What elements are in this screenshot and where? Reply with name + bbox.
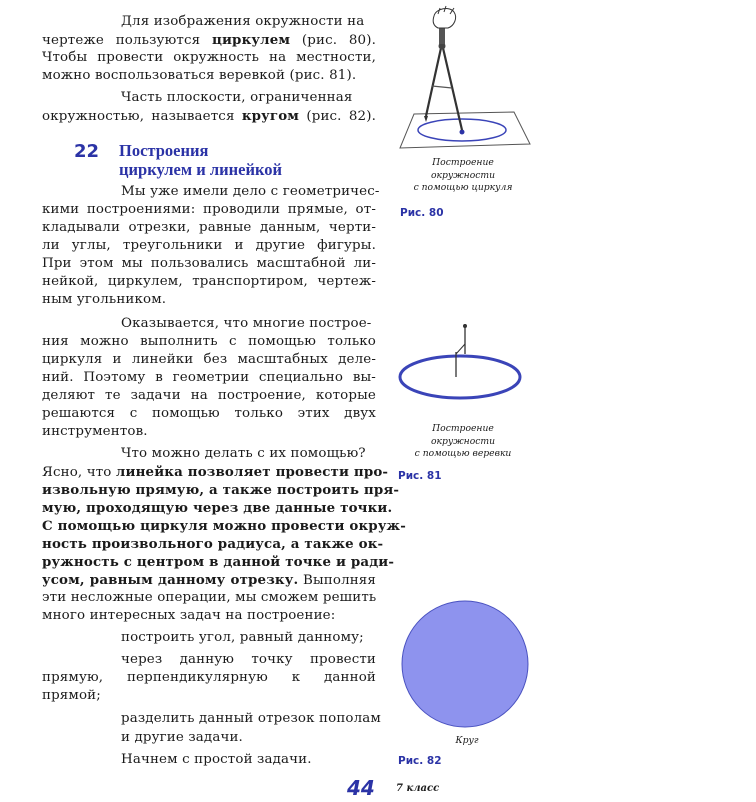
figure-81-caption-line-3: с помощью веревки [414, 448, 512, 459]
p3-line-1: Что можно делать с их помощью? [121, 446, 366, 461]
figure-81-caption [388, 423, 538, 461]
intro-line-3: Чтобы провести окружность на местности, [42, 50, 376, 65]
rope-circle [400, 356, 520, 398]
intro-line-2 [42, 31, 376, 50]
figure-81-caption-line-1: Построение [432, 423, 494, 434]
term-disk: кругом [241, 108, 300, 124]
figure-81-caption-line-2: окружности [430, 435, 496, 447]
p3-text: Ясно, что [42, 465, 116, 480]
figure-80-caption-line-1: Построение [432, 157, 494, 168]
p2-line-3: циркуля и линейки без масштабных деле- [42, 352, 376, 367]
grade-label: 7 класс [396, 783, 440, 794]
p3-bold-text: извольную прямую, а также построить пря- [42, 482, 400, 498]
figure-80-caption-line-3: с помощью циркуля [413, 182, 513, 193]
p1-line-4: ли углы, треугольники и другие фигуры. [42, 238, 376, 253]
p3-text: Выполняя [298, 573, 376, 588]
p1-line-1: Мы уже имели дело с геометричес- [121, 184, 380, 199]
list-item-1: построить угол, равный данному; [121, 630, 364, 645]
p3-line-4 [42, 499, 393, 518]
intro-text: окружностью, называется [42, 109, 242, 124]
p3-line-8 [42, 571, 376, 590]
p1-line-7: ным угольником. [42, 292, 167, 307]
stake-top [463, 324, 467, 328]
figure-81-label: Рис. 81 [398, 470, 442, 482]
list-item-2-line-3: прямой; [42, 688, 101, 703]
p3-line-3 [42, 481, 400, 500]
compass-handle [439, 26, 445, 44]
p3-bold-text: С помощью циркуля можно провести окруж- [42, 518, 406, 534]
p3-bold-text: ружность с центром в данной точке и ради- [42, 554, 395, 570]
section-number: 22 [74, 141, 100, 162]
p3-bold-text: усом, равным данному отрезку. [42, 572, 299, 588]
p3-bold-text: мую, проходящую через две данные точки. [42, 500, 393, 516]
compass-needle-point [460, 130, 465, 135]
list-item-2-line-1: через данную точку провести [121, 652, 376, 667]
compass-arc-bar [432, 86, 452, 88]
closing-line: Начнем с простой задачи. [121, 752, 312, 767]
section-title [119, 141, 282, 179]
p1-line-6: нейкой, циркулем, транспортиром, чертеж- [42, 274, 376, 289]
figure-82-caption: Круг [455, 735, 479, 746]
p2-line-6: решаются с помощью только этих двух [42, 406, 376, 421]
list-item-2-line-2: прямую, перпендикулярную к данной [42, 670, 376, 685]
p3-bold-text: ность произвольного радиуса, а также ок- [42, 536, 384, 552]
p2-line-2: ния можно выполнить с помощью только [42, 334, 376, 349]
intro-line-5: Часть плоскости, ограниченная [121, 90, 353, 105]
compass-leg-left [426, 48, 441, 116]
p2-line-5: деляют те задачи на построение, которые [42, 388, 376, 403]
p3-line-6 [42, 535, 384, 554]
intro-line-6 [42, 107, 376, 126]
figure-82-label: Рис. 82 [398, 755, 442, 767]
intro-text: чертеже пользуются [42, 33, 212, 48]
intro-line-1: Для изображения окружности на [121, 14, 365, 29]
figure-80-label: Рис. 80 [400, 207, 444, 219]
p3-line-2 [42, 463, 389, 482]
page-number: 44 [347, 776, 375, 800]
p3-line-7 [42, 553, 395, 572]
figure-80-compass [392, 4, 542, 154]
figure-80-caption-line-2: окружности [430, 169, 496, 181]
p2-line-1: Оказывается, что многие построе- [121, 316, 372, 331]
figure-81-rope-circle [395, 322, 525, 412]
intro-text: (рис. 82). [299, 109, 376, 124]
disk [402, 601, 528, 727]
intro-text: (рис. 80). [290, 33, 376, 48]
figure-80-caption [388, 157, 538, 195]
term-compass: циркулем [211, 32, 291, 48]
p3-line-10: много интересных задач на построение: [42, 608, 336, 623]
list-item-3: разделить данный отрезок пополам [121, 711, 381, 726]
intro-line-4: можно воспользоваться веревкой (рис. 81). [42, 68, 357, 83]
p2-line-4: ний. Поэтому в геометрии специально вы- [42, 370, 376, 385]
p3-bold-text: линейка позволяет провести про- [115, 464, 389, 480]
paper-sheet [400, 112, 530, 148]
p3-line-5 [42, 517, 406, 536]
p1-line-3: кладывали отрезки, равные данным, черти- [42, 220, 376, 235]
rope [456, 344, 465, 354]
list-item-4: и другие задачи. [121, 730, 243, 745]
p1-line-2: кими построениями: проводили прямые, от- [42, 202, 376, 217]
section-title-line-1: Построения [119, 141, 209, 160]
p1-line-5: При этом мы пользовались масштабной ли- [42, 256, 376, 271]
p2-line-7: инструментов. [42, 424, 148, 439]
figure-82-disk [401, 597, 531, 731]
p3-line-9: эти несложные операции, мы сможем решить [42, 590, 377, 605]
section-title-line-2: циркулем и линейкой [119, 160, 283, 179]
